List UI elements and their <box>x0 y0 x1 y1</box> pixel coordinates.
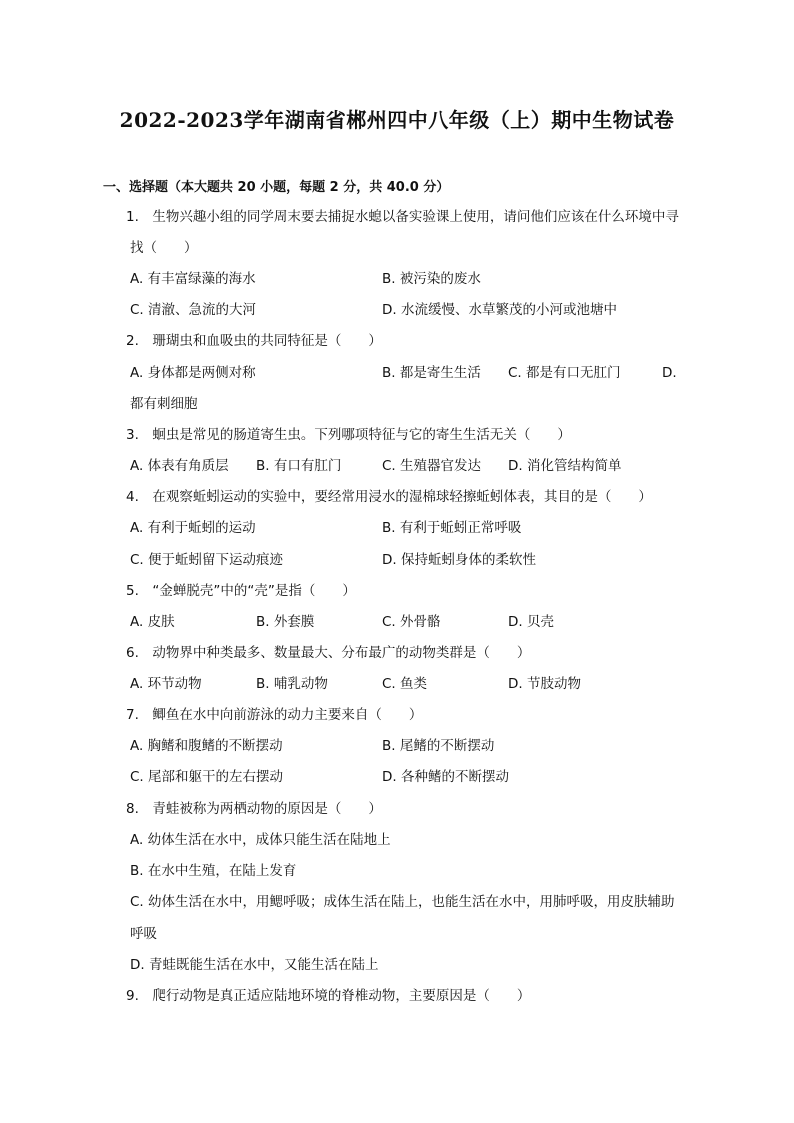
question-8-stem: 8. 青蛙被称为两栖动物的原因是（ ） <box>126 801 382 817</box>
question-5-option-a: A. 皮肤 <box>130 614 175 630</box>
question-7-option-d: D. 各种鳍的不断摆动 <box>382 769 509 785</box>
question-7-stem: 7. 鲫鱼在水中向前游泳的动力主要来自（ ） <box>126 707 423 723</box>
question-7-option-a: A. 胸鳍和腹鳍的不断摆动 <box>130 738 283 754</box>
question-3-option-d: D. 消化管结构简单 <box>508 458 622 474</box>
question-2-option-d: D. <box>662 365 677 381</box>
question-6-option-b: B. 哺乳动物 <box>256 676 328 692</box>
question-3-option-a: A. 体表有角质层 <box>130 458 229 474</box>
question-5-stem: 5. “金蝉脱壳”中的“壳”是指（ ） <box>126 583 356 599</box>
question-2-option-a: A. 身体都是两侧对称 <box>130 365 256 381</box>
question-7-option-c: C. 尾部和躯干的左右摆动 <box>130 769 284 785</box>
question-3-option-b: B. 有口有肛门 <box>256 458 342 474</box>
question-2-option-c: C. 都是有口无肛门 <box>508 365 621 381</box>
question-1-option-a: A. 有丰富绿藻的海水 <box>130 271 256 287</box>
question-2-option-b: B. 都是寄生生活 <box>382 365 481 381</box>
question-1-option-c: C. 清澈、急流的大河 <box>130 302 257 318</box>
section-heading: 一、选择题（本大题共 20 小题，每题 2 分，共 40.0 分） <box>103 180 450 195</box>
question-5-option-d: D. 贝壳 <box>508 614 554 630</box>
question-6-option-a: A. 环节动物 <box>130 676 202 692</box>
question-3-stem: 3. 蛔虫是常见的肠道寄生虫。下列哪项特征与它的寄生生活无关（ ） <box>126 427 571 443</box>
question-1-option-b: B. 被污染的废水 <box>382 271 481 287</box>
question-4-option-a: A. 有利于蚯蚓的运动 <box>130 520 256 536</box>
question-8-option-b: B. 在水中生殖，在陆上发育 <box>130 863 297 879</box>
page-title: 2022-2023学年湖南省郴州四中八年级（上）期中生物试卷 <box>119 108 675 132</box>
question-4-option-b: B. 有利于蚯蚓正常呼吸 <box>382 520 522 536</box>
question-8-option-c-cont: 呼吸 <box>130 926 157 942</box>
question-8-option-c: C. 幼体生活在水中，用鳃呼吸；成体生活在陆上，也能生活在水中，用肺呼吸，用皮肤辅助 <box>130 894 675 910</box>
question-1-stem-cont: 找（ ） <box>130 240 198 256</box>
question-9-stem: 9. 爬行动物是真正适应陆地环境的脊椎动物，主要原因是（ ） <box>126 988 531 1004</box>
question-5-option-b: B. 外套膜 <box>256 614 315 630</box>
question-2-option-d-text: 都有刺细胞 <box>130 396 198 412</box>
question-6-stem: 6. 动物界中种类最多、数量最大、分布最广的动物类群是（ ） <box>126 645 531 661</box>
question-1-stem: 1. 生物兴趣小组的同学周末要去捕捉水螅以备实验课上使用，请问他们应该在什么环境中寻 <box>126 209 679 225</box>
question-8-option-a: A. 幼体生活在水中，成体只能生活在陆地上 <box>130 832 391 848</box>
question-2-stem: 2. 珊瑚虫和血吸虫的共同特征是（ ） <box>126 333 382 349</box>
question-6-option-c: C. 鱼类 <box>382 676 428 692</box>
question-3-option-c: C. 生殖器官发达 <box>382 458 482 474</box>
question-5-option-c: C. 外骨骼 <box>382 614 441 630</box>
question-8-option-d: D. 青蛙既能生活在水中，又能生活在陆上 <box>130 957 379 973</box>
question-7-option-b: B. 尾鳍的不断摆动 <box>382 738 495 754</box>
question-6-option-d: D. 节肢动物 <box>508 676 581 692</box>
question-4-option-c: C. 便于蚯蚓留下运动痕迹 <box>130 552 284 568</box>
question-1-option-d: D. 水流缓慢、水草繁茂的小河或池塘中 <box>382 302 617 318</box>
question-4-option-d: D. 保持蚯蚓身体的柔软性 <box>382 552 536 568</box>
question-4-stem: 4. 在观察蚯蚓运动的实验中，要经常用浸水的湿棉球轻擦蚯蚓体表，其目的是（ ） <box>126 489 652 505</box>
